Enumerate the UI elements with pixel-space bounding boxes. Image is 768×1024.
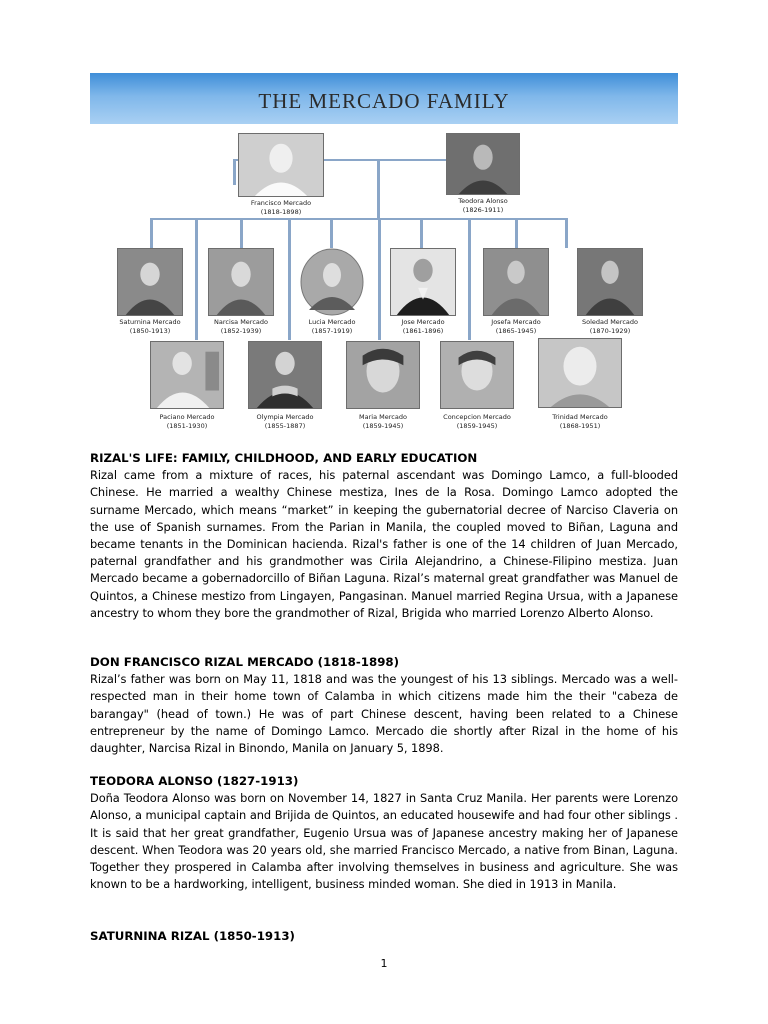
portrait-teodora xyxy=(446,133,520,195)
parent-caption xyxy=(226,199,336,217)
connector-line xyxy=(515,218,518,248)
child-name: Maria Mercado xyxy=(359,413,407,421)
portrait-olympia xyxy=(248,341,322,409)
connector-line xyxy=(377,159,380,219)
child-name: Saturnina Mercado xyxy=(119,318,181,326)
child-name: Josefa Mercado xyxy=(491,318,541,326)
child-years: (1852-1939) xyxy=(220,327,262,335)
section-heading: SATURNINA RIZAL (1850-1913) xyxy=(90,929,295,943)
connector-line xyxy=(152,218,566,220)
portrait-lucia xyxy=(299,248,365,316)
portrait-paciano xyxy=(150,341,224,409)
section-saturnina xyxy=(90,928,678,945)
child-years: (1857-1919) xyxy=(311,327,353,335)
child-years: (1859-1945) xyxy=(456,422,498,430)
child-name: Jose Mercado xyxy=(401,318,445,326)
section-teodora xyxy=(90,773,678,893)
child-years: (1868-1951) xyxy=(559,422,601,430)
child-years: (1870-1929) xyxy=(589,327,631,335)
section-family-childhood xyxy=(90,450,678,622)
child-caption xyxy=(230,413,340,431)
child-name: Lucia Mercado xyxy=(308,318,356,326)
child-name: Concepcion Mercado xyxy=(443,413,511,421)
section-heading: RIZAL'S LIFE: FAMILY, CHILDHOOD, AND EARLY EDUCATION xyxy=(90,451,478,465)
child-name: Paciano Mercado xyxy=(159,413,215,421)
portrait-jose xyxy=(390,248,456,316)
portrait-concepcion xyxy=(440,341,514,409)
child-name: Trinidad Mercado xyxy=(552,413,608,421)
child-years: (1851-1930) xyxy=(166,422,208,430)
connector-line xyxy=(330,218,333,248)
section-body: Doña Teodora Alonso was born on November 14, 1827 in Santa Cruz Manila. Her parents were Lorenzo Alonso, a municipal captain and Brijida de Quintos, an educated housewife and had four other siblings . It is said that her great grandfather, Eugenio Ursua was of Japanese ancestry making her of Japanese descent. When Teodora was 20 years old, she married Francisco Mercado, a native from Binan, Laguna. Together they prospered in Calamba after involving themselves in business and agriculture. She was known to be a hardworking, intelligent, business minded woman. She died in 1913 in Manila. xyxy=(90,791,678,892)
portrait-narcisa xyxy=(208,248,274,316)
portrait-soledad xyxy=(577,248,643,316)
section-heading: TEODORA ALONSO (1827-1913) xyxy=(90,774,299,788)
connector-line xyxy=(565,218,568,248)
family-tree-figure xyxy=(90,73,678,431)
child-caption xyxy=(525,413,635,431)
child-name: Narcisa Mercado xyxy=(214,318,268,326)
connector-line xyxy=(150,218,153,248)
child-years: (1859-1945) xyxy=(362,422,404,430)
parent-name: Francisco Mercado xyxy=(250,199,312,207)
child-years: (1865-1945) xyxy=(495,327,537,335)
page-number: 1 xyxy=(380,957,388,970)
child-caption xyxy=(555,318,665,336)
child-years: (1850-1913) xyxy=(129,327,171,335)
portrait-josefa xyxy=(483,248,549,316)
portrait-maria xyxy=(346,341,420,409)
portrait-trinidad xyxy=(538,338,622,408)
section-francisco xyxy=(90,654,678,757)
section-body: Rizal’s father was born on May 11, 1818 and was the youngest of his 13 siblings. Mercado was a well-respected man in their home town of Calamba in which citizens made him the their "cabeza de barangay" (head of town.) He was of part Chinese descent, having been related to a Chinese entrepreneur by the name of Domingo Lamco. Mercado die shortly after Rizal in the home of his daughter, Narcisa Rizal in Binondo, Manila on January 5, 1898. xyxy=(90,672,678,756)
figure-title: THE MERCADO FAMILY xyxy=(258,89,510,113)
section-heading: DON FRANCISCO RIZAL MERCADO (1818-1898) xyxy=(90,655,400,669)
child-years: (1855-1887) xyxy=(264,422,306,430)
child-caption xyxy=(422,413,532,431)
parent-name: Teodora Alonso xyxy=(458,197,508,205)
child-years: (1861-1896) xyxy=(402,327,444,335)
parent-years: (1818-1898) xyxy=(260,208,302,216)
connector-line xyxy=(240,218,243,248)
child-name: Soledad Mercado xyxy=(581,318,638,326)
parent-caption xyxy=(428,197,538,215)
connector-line xyxy=(420,218,423,248)
section-body: Rizal came from a mixture of races, his paternal ascendant was Domingo Lamco, a full-blooded Chinese. He married a wealthy Chinese mestiza, Ines de la Rosa. Domingo Lamco adopted the surname Mercado, which means “market” in keeping the gubernatorial decree of Narciso Claveria on the use of Spanish surnames. From the Parian in Manila, the coupled moved to Biñan, Laguna and became tenants in the Dominican hacienda. Rizal's father is one of the 14 children of Juan Mercado, paternal grandfather and his grandmother was Cirila Alejandrino, a Chinese-Filipino mestiza. Juan Mercado became a gobernadorcillo of Biñan Laguna. Rizal’s maternal great grandfather was Manuel de Quintos, a Chinese mestizo from Lingayen, Pangasinan. Manuel married Regina Ursua, with a Japanese ancestry to whom they bore the grandmother of Rizal, Brigida who married Lorenzo Alberto Alonso. xyxy=(90,468,678,620)
portrait-saturnina xyxy=(117,248,183,316)
connector-line xyxy=(233,161,236,185)
portrait-francisco xyxy=(238,133,324,197)
parent-years: (1826-1911) xyxy=(462,206,504,214)
child-caption xyxy=(132,413,242,431)
child-name: Olympia Mercado xyxy=(256,413,314,421)
